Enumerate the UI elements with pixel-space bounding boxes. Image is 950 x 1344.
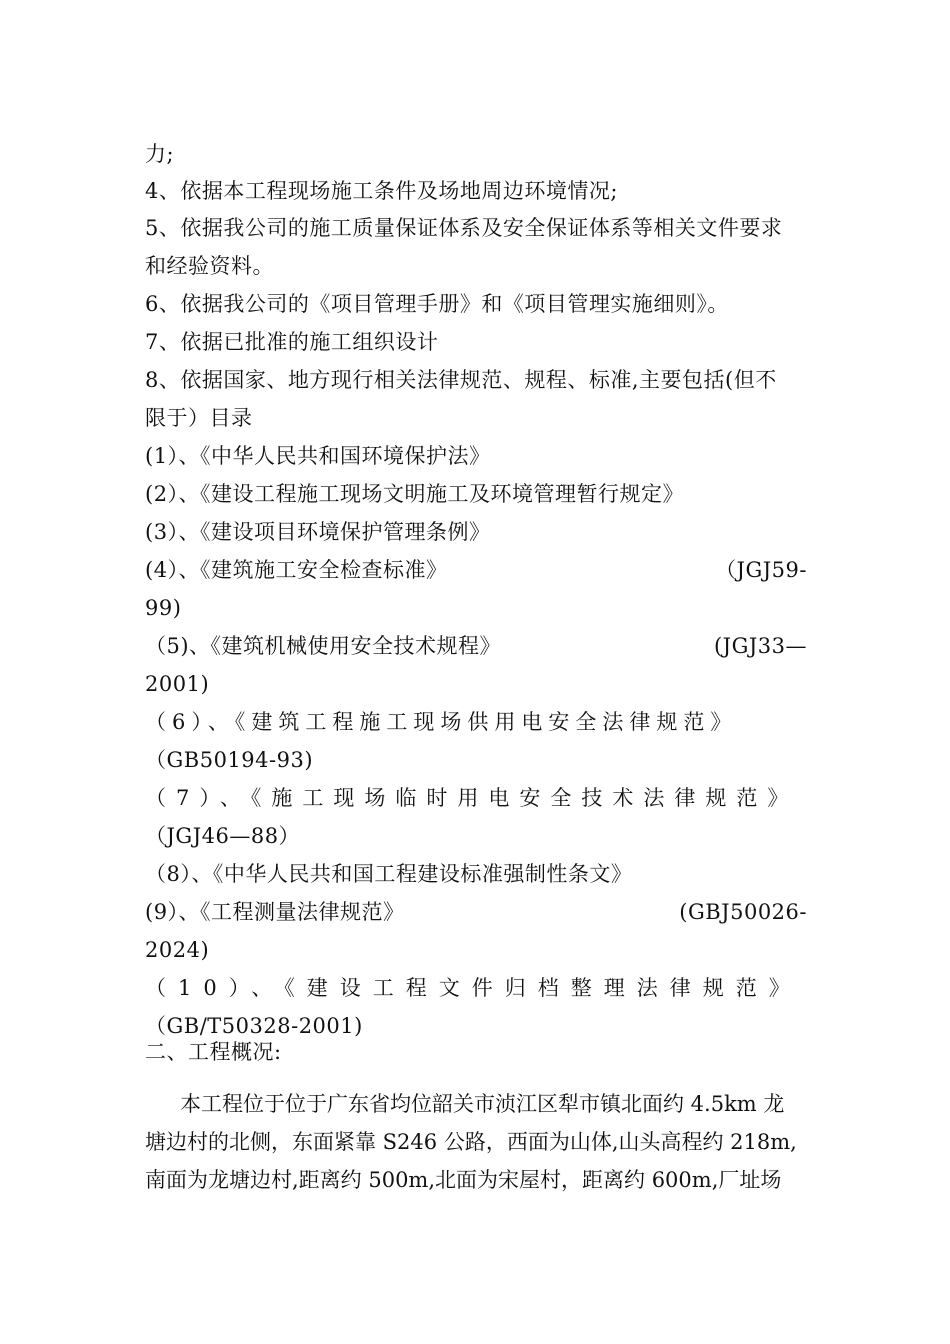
list-item: （10）、《建设工程文件归档整理法律规范》	[145, 976, 802, 1000]
text-line: 2001)	[145, 672, 210, 696]
list-item: （8）、《中华人民共和国工程建设标准强制性条文》	[145, 862, 633, 886]
list-item: (2）、《建设工程施工现场文明施工及环境管理暂行规定》	[145, 482, 685, 506]
text-line: （GB50194-93)	[145, 748, 314, 772]
standard-code: （JGJ59-	[715, 558, 807, 582]
text-line: 5、依据我公司的施工质量保证体系及安全保证体系等相关文件要求	[145, 216, 783, 240]
text-line: 4、依据本工程现场施工条件及场地周边环境情况;	[145, 179, 618, 203]
list-item: （7）、《施工现场临时用电安全技术法律规范》	[145, 786, 799, 810]
list-item: (3）、《建设项目环境保护管理条例》	[145, 520, 491, 544]
text-line: 2024)	[145, 938, 210, 962]
standard-title: （5)、《建筑机械使用安全技术规程》	[145, 634, 502, 658]
paragraph-line: 塘边村的北侧，东面紧靠 S246 公路，西面为山体,山头高程约 218m,	[145, 1130, 797, 1154]
list-item	[145, 898, 807, 926]
text-line: 力;	[145, 142, 175, 166]
text-line: 8、依据国家、地方现行相关法律规范、规程、标准,主要包括(但不	[145, 368, 777, 392]
paragraph-line: 南面为龙塘边村,距离约 500m,北面为宋屋村，距离约 600m,厂址场	[145, 1168, 782, 1192]
text-line: 7、依据已批准的施工组织设计	[145, 330, 439, 354]
standard-code: (GBJ50026-	[679, 900, 807, 924]
text-line: （JGJ46—88）	[145, 824, 301, 848]
text-line: 限于）目录	[145, 406, 253, 430]
list-item: （6）、《建筑工程施工现场供用电安全法律规范》	[145, 710, 738, 734]
text-line: 99)	[145, 596, 182, 620]
text-line: 和经验资料。	[145, 254, 274, 278]
text-line: （GB/T50328-2001)	[145, 1014, 363, 1038]
section-heading: 二、工程概况:	[145, 1040, 282, 1064]
standard-title: (9）、《工程测量法律规范》	[145, 900, 405, 924]
standard-code: (JGJ33—	[713, 634, 807, 658]
list-item	[145, 556, 807, 584]
list-item: (1）、《中华人民共和国环境保护法》	[145, 444, 491, 468]
text-line: 6、依据我公司的《项目管理手册》和《项目管理实施细则》。	[145, 292, 729, 316]
paragraph-line: 本工程位于位于广东省均位韶关市浈江区犁市镇北面约 4.5km 龙	[180, 1092, 785, 1116]
standard-title: (4）、《建筑施工安全检查标准》	[145, 558, 448, 582]
list-item	[145, 632, 807, 660]
